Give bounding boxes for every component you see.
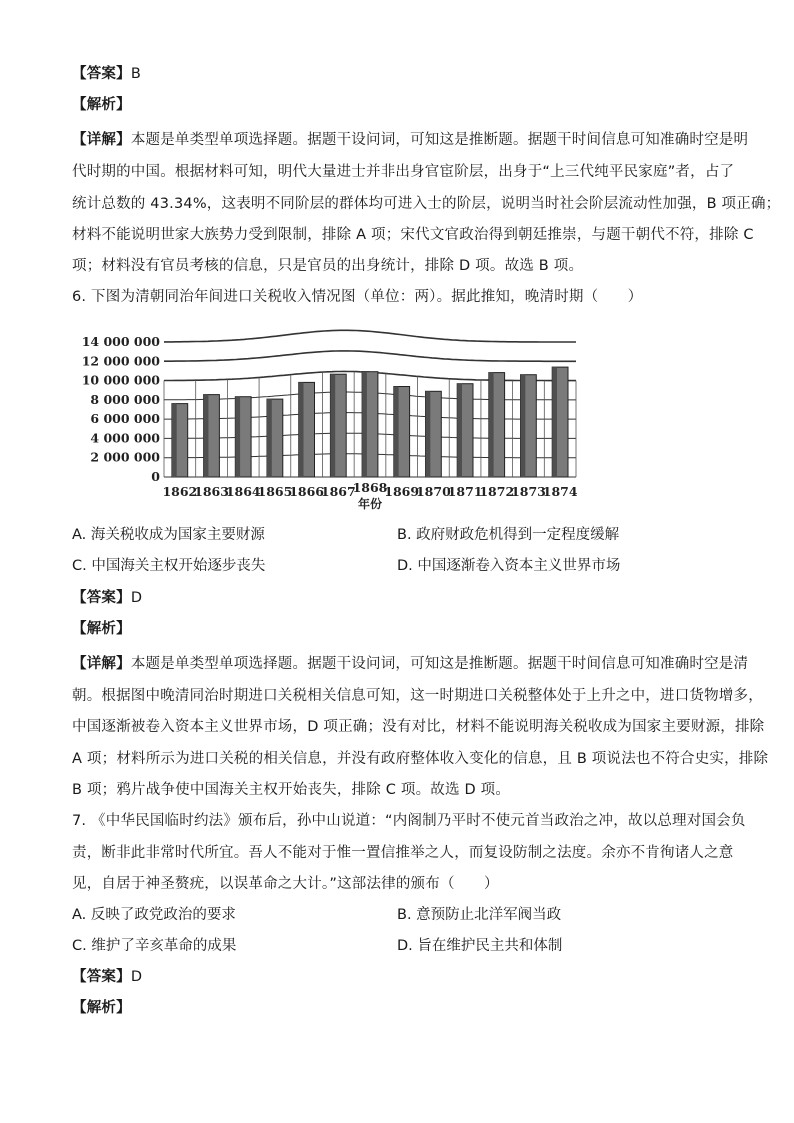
q6-stem: 6. 下图为清朝同治年间进口关税收入情况图（单位：两）。据此推知，晚清时期（ ） — [72, 289, 643, 305]
q7-stem-line: 责，断非此非常时代所宜。吾人不能对于惟一置信推举之人，而复设防制之法度。余亦不肯徇诸人之意 — [72, 845, 734, 861]
tariff-bar-chart — [78, 322, 598, 527]
x-tick-label: 1862 — [162, 484, 198, 499]
bar-shade-1867 — [330, 374, 335, 477]
analysis-label: 【解析】 — [72, 621, 131, 637]
y-tick-label: 0 — [151, 469, 160, 484]
detail-line: 材料不能说明世家大族势力受到限制，排除 A 项；宋代文官政治得到朝廷推崇，与题干朝代不符，排除 C — [72, 227, 754, 243]
bar-shade-1872 — [489, 373, 494, 477]
bar-shade-1874 — [552, 367, 557, 477]
option-c[interactable]: C. 维护了辛亥革命的成果 — [72, 938, 237, 954]
bar-shade-1869 — [394, 387, 399, 478]
x-tick-label: 1874 — [542, 484, 578, 499]
q7-stem-line: 7. 《中华民国临时约法》颁布后，孙中山说道：“内阁制乃平时不使元首当政治之冲，故以总理对国会负 — [72, 813, 746, 829]
option-a[interactable]: A. 海关税收成为国家主要财源 — [72, 527, 265, 543]
bar-shade-1865 — [267, 399, 272, 477]
bar-shade-1870 — [426, 391, 431, 477]
bar-shade-1868 — [362, 372, 367, 477]
detail-line: 【详解】本题是单类型单项选择题。据题干设问词，可知这是推断题。据题干时间信息可知准确时空是明 — [72, 132, 749, 148]
answer-label: 【答案】 — [72, 66, 131, 82]
option-b[interactable]: B. 政府财政危机得到一定程度缓解 — [397, 527, 620, 543]
answer-label: 【答案】 — [72, 590, 131, 606]
x-tick-label: 1867 — [320, 484, 356, 499]
y-tick-label: 14 000 000 — [81, 334, 160, 349]
analysis-label: 【解析】 — [72, 97, 131, 113]
y-tick-label: 6 000 000 — [90, 411, 160, 427]
y-tick-label: 12 000 000 — [81, 353, 160, 369]
y-tick-label: 8 000 000 — [90, 391, 160, 407]
x-tick-label: 1870 — [415, 484, 451, 499]
option-c[interactable]: C. 中国海关主权开始逐步丧失 — [72, 558, 266, 574]
q5-answer-line — [72, 64, 732, 84]
detail-line: 朝。根据图中晚清同治时期进口关税相关信息可知，这一时期进口关税整体处于上升之中，进口货物增多， — [72, 688, 763, 704]
q7-answer-line — [72, 967, 732, 987]
answer-value: D — [130, 590, 143, 606]
option-b[interactable]: B. 意预防止北洋军阀当政 — [397, 907, 562, 923]
gridline — [164, 351, 576, 361]
option-a[interactable]: A. 反映了政党政治的要求 — [72, 907, 236, 923]
detail-line: 项；材料没有官员考核的信息，只是官员的出身统计，排除 D 项。故选 B 项。 — [72, 258, 584, 274]
bar-shade-1862 — [172, 404, 177, 477]
detail-label: 【详解】 — [72, 132, 131, 148]
x-tick-label: 1871 — [447, 484, 483, 499]
detail-line: 中国逐渐被卷入资本主义世界市场，D 项正确；没有对比，材料不能说明海关税收成为国家主要财源，排除 — [72, 719, 765, 735]
x-tick-label: 1866 — [289, 484, 325, 499]
answer-label: 【答案】 — [72, 969, 131, 985]
detail-line: 统计总数的 43.34%，这表明不同阶层的群体均可进入士的阶层，说明当时社会阶层流动性加强，B 项正确； — [72, 196, 781, 212]
y-tick-label: 10 000 000 — [81, 372, 160, 388]
x-tick-label: 1863 — [194, 484, 229, 499]
q7-stem-line: 见，自居于神圣赘疣，以误革命之大计。”这部法律的颁布（ ） — [72, 876, 499, 892]
bar-shade-1871 — [457, 384, 462, 477]
q6-answer-line — [72, 588, 732, 608]
answer-value: B — [130, 66, 141, 82]
option-d[interactable]: D. 中国逐渐卷入资本主义世界市场 — [397, 558, 621, 574]
bar-shade-1864 — [235, 397, 240, 477]
bar-shade-1866 — [299, 382, 304, 477]
y-tick-label: 2 000 000 — [90, 449, 160, 465]
y-tick-label: 4 000 000 — [90, 430, 160, 446]
x-tick-label: 1868 — [352, 480, 388, 495]
bar-shade-1863 — [204, 395, 209, 477]
answer-value: D — [130, 969, 143, 985]
option-d[interactable]: D. 旨在维护民主共和体制 — [397, 938, 563, 954]
analysis-label: 【解析】 — [72, 1000, 131, 1016]
x-tick-label: 1865 — [257, 484, 293, 499]
x-tick-label: 1873 — [511, 484, 546, 499]
detail-line: B 项；鸦片战争使中国海关主权开始丧失，排除 C 项。故选 D 项。 — [72, 782, 511, 798]
x-tick-label: 1872 — [479, 484, 515, 499]
x-tick-label: 1864 — [225, 484, 261, 499]
x-tick-label: 1869 — [384, 484, 420, 499]
detail-label: 【详解】 — [72, 656, 131, 672]
detail-line: 【详解】本题是单类型单项选择题。据题干设问词，可知这是推断题。据题干时间信息可知准确时空是清 — [72, 656, 749, 672]
chart-x-axis-label: 年份 — [357, 497, 383, 511]
chart-bars — [172, 367, 568, 477]
bar-shade-1873 — [521, 375, 526, 477]
detail-line: 代时期的中国。根据材料可知，明代大量进士并非出身官宦阶层，出身于“上三代纯平民家庭”者，占了 — [72, 164, 735, 180]
gridline — [164, 330, 576, 342]
chart-y-tick-labels — [82, 334, 161, 484]
detail-line: A 项；材料所示为进口关税的相关信息，并没有政府整体收入变化的信息，且 B 项说法也不符合史实，排除 — [72, 751, 769, 767]
